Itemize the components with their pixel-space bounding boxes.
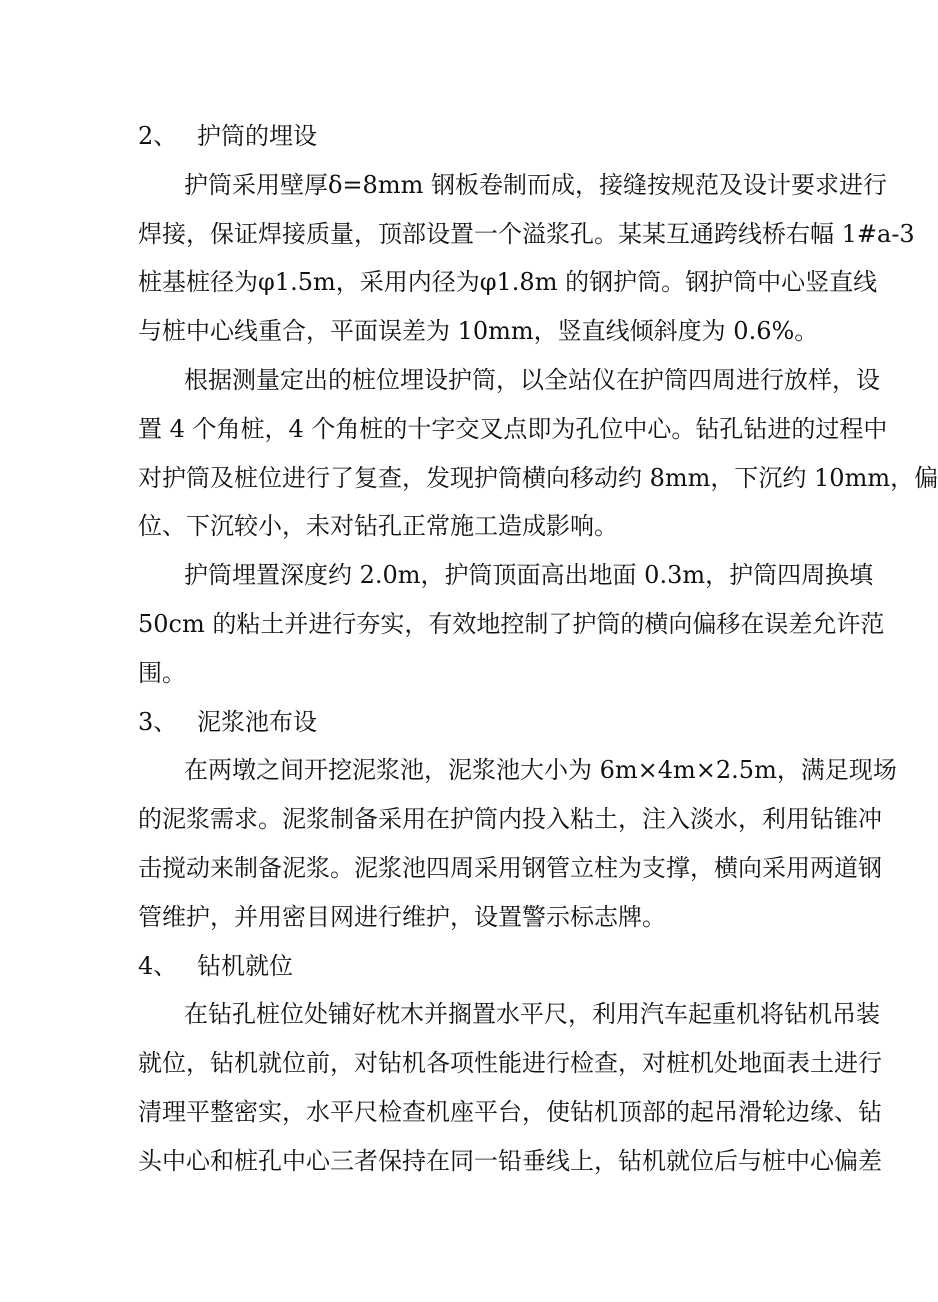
paragraph-casing-positioning xyxy=(138,356,938,551)
text-line: 的泥浆需求。泥浆制备采用在护筒内投入粘土，注入淡水，利用钻锥冲 xyxy=(138,805,882,834)
text-line: 管维护，并用密目网进行维护，设置警示标志牌。 xyxy=(138,902,666,931)
text-line: 位、下沉较小，未对钻孔正常施工造成影响。 xyxy=(138,512,618,541)
section-number: 3、 xyxy=(138,707,178,736)
text-line: 50cm 的粘土并进行夯实，有效地控制了护筒的横向偏移在误差允许范 xyxy=(138,609,885,638)
text-line: 护筒埋置深度约 2.0m，护筒顶面高出地面 0.3m，护筒四周换填 xyxy=(184,561,874,590)
section-title: 泥浆池布设 xyxy=(197,707,317,736)
section-heading-4 xyxy=(138,942,802,991)
text-line: 对护筒及桩位进行了复查，发现护筒横向移动约 8mm，下沉约 10mm，偏 xyxy=(138,463,938,492)
paragraph-mud-pit xyxy=(138,746,897,941)
text-line: 置 4 个角桩，4 个角桩的十字交叉点即为孔位中心。钻孔钻进的过程中 xyxy=(138,414,888,443)
text-line: 围。 xyxy=(138,658,186,687)
text-line: 在钻孔桩位处铺好枕木并搁置水平尺，利用汽车起重机将钻机吊装 xyxy=(184,1000,880,1029)
text-line: 清理平整密实，水平尺检查机座平台，使钻机顶部的起吊滑轮边缘、钻 xyxy=(138,1097,882,1126)
text-line: 在两墩之间开挖泥浆池，泥浆池大小为 6m×4m×2.5m，满足现场 xyxy=(184,756,897,785)
paragraph-drill-positioning xyxy=(138,990,882,1185)
text-line: 护筒采用壁厚δ=8mm 钢板卷制而成，接缝按规范及设计要求进行 xyxy=(184,170,887,199)
text-line: 就位，钻机就位前，对钻机各项性能进行检查，对桩机处地面表土进行 xyxy=(138,1049,882,1078)
section-title: 护筒的埋设 xyxy=(197,122,317,150)
section-title: 钻机就位 xyxy=(197,951,293,980)
section-heading-3 xyxy=(138,698,802,747)
section-heading-2 xyxy=(138,112,802,161)
paragraph-casing-depth xyxy=(138,551,885,697)
section-number: 2、 xyxy=(138,122,178,150)
text-line: 头中心和桩孔中心三者保持在同一铅垂线上，钻机就位后与桩中心偏差 xyxy=(138,1146,882,1175)
text-line: 与桩中心线重合，平面误差为 10mm，竖直线倾斜度为 0.6%。 xyxy=(138,317,819,346)
text-line: 焊接，保证焊接质量，顶部设置一个溢浆孔。某某互通跨线桥右幅 1#a-3 xyxy=(138,219,915,248)
text-line: 桩基桩径为φ1.5m，采用内径为φ1.8m 的钢护筒。钢护筒中心竖直线 xyxy=(138,268,878,297)
paragraph-casing-material xyxy=(138,161,915,356)
text-line: 根据测量定出的桩位埋设护筒，以全站仪在护筒四周进行放样，设 xyxy=(184,365,880,394)
section-number: 4、 xyxy=(138,951,178,980)
text-line: 击搅动来制备泥浆。泥浆池四周采用钢管立柱为支撑，横向采用两道钢 xyxy=(138,853,882,882)
